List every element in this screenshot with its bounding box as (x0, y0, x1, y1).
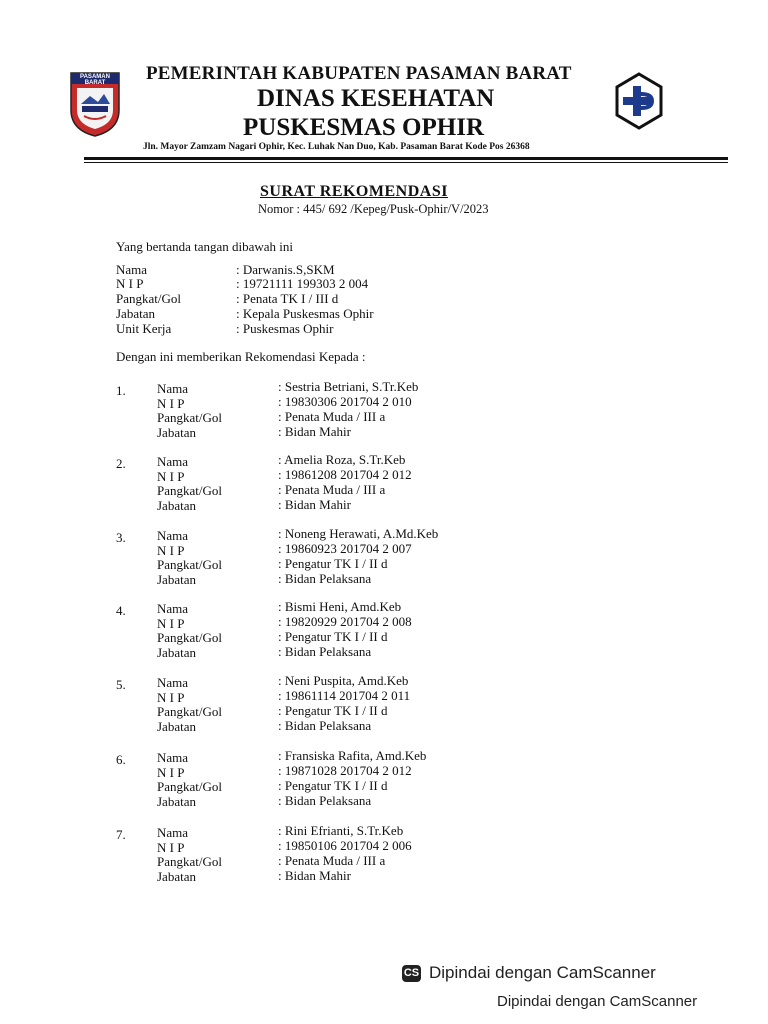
recipient-nip: : 19860923 201704 2 007 (278, 541, 412, 556)
header-rule-thin (84, 162, 728, 163)
department-heading: DINAS KESEHATAN (257, 85, 495, 112)
recipient-label-nama: Nama (157, 381, 189, 396)
recipient-nip: : 19861114 201704 2 011 (278, 688, 411, 703)
recipient-label-jabatan: Jabatan (157, 869, 196, 884)
signer-value-nip: : 19721111 199303 2 004 (236, 276, 369, 291)
recipient-label-jabatan: Jabatan (157, 794, 196, 809)
recipient-jabatan: : Bidan Pelaksana (278, 718, 372, 733)
recipient-nama: : Neni Puspita, Amd.Keb (278, 673, 409, 688)
recipient-label-nip: N I P (157, 396, 185, 411)
recipient-nama: : Noneng Herawati, A.Md.Keb (278, 526, 439, 541)
recipient-pangkat: : Pengatur TK I / II d (278, 629, 388, 644)
recipient-jabatan: : Bidan Pelaksana (278, 793, 372, 808)
signer-label-nama: Nama (116, 262, 148, 277)
recipient-jabatan: : Bidan Pelaksana (278, 571, 372, 586)
recipient-label-nip: N I P (157, 469, 185, 484)
recipient-nip: : 19871028 201704 2 012 (278, 763, 412, 778)
recipient-nip: : 19820929 201704 2 008 (278, 614, 412, 629)
government-heading: PEMERINTAH KABUPATEN PASAMAN BARAT (146, 63, 572, 84)
signer-label-unit: Unit Kerja (116, 321, 172, 336)
signer-value-unit: : Puskesmas Ophir (236, 321, 334, 336)
recipient-jabatan: : Bidan Mahir (278, 868, 351, 883)
signer-label-jabatan: Jabatan (116, 306, 155, 321)
recipient-label-pangkat: Pangkat/Gol (157, 854, 222, 869)
recipient-label-nama: Nama (157, 601, 189, 616)
recipient-nip: : 19850106 201704 2 006 (278, 838, 412, 853)
recipient-label-nip: N I P (157, 690, 185, 705)
recipient-nama: : Rini Efrianti, S.Tr.Keb (278, 823, 404, 838)
camscanner-caption: Dipindai dengan CamScanner (497, 993, 698, 1010)
recipient-nama: : Amelia Roza, S.Tr.Keb (278, 452, 406, 467)
recipient-nip: : 19861208 201704 2 012 (278, 467, 412, 482)
header-rule-thick (84, 157, 728, 160)
signer-label-nip: N I P (116, 276, 144, 291)
camscanner-watermark (402, 963, 656, 983)
recipient-nama: : Bismi Heni, Amd.Keb (278, 599, 402, 614)
puskesmas-heading: PUSKESMAS OPHIR (243, 114, 485, 141)
intro-text: Yang bertanda tangan dibawah ini (116, 239, 294, 254)
recipient-number: 4. (116, 603, 126, 618)
signer-label-pangkat: Pangkat/Gol (116, 291, 181, 306)
recipient-label-jabatan: Jabatan (157, 572, 196, 587)
recipient-number: 5. (116, 677, 126, 692)
signer-value-pangkat: : Penata TK I / III d (236, 291, 339, 306)
recipient-pangkat: : Penata Muda / III a (278, 853, 386, 868)
recipient-jabatan: : Bidan Mahir (278, 497, 351, 512)
camscanner-mark-text: Dipindai dengan CamScanner (429, 963, 656, 982)
recipient-pangkat: : Pengatur TK I / II d (278, 703, 388, 718)
recommend-text: Dengan ini memberikan Rekomendasi Kepada : (116, 349, 366, 364)
recipient-label-nip: N I P (157, 543, 185, 558)
recipient-label-pangkat: Pangkat/Gol (157, 410, 222, 425)
signer-value-nama: : Darwanis.S,SKM (236, 262, 335, 277)
regency-logo-text: PASAMAN BARAT (80, 74, 110, 86)
camscanner-icon: CS (402, 965, 421, 982)
recipient-number: 2. (116, 456, 126, 471)
recipient-jabatan: : Bidan Mahir (278, 424, 351, 439)
recipient-label-jabatan: Jabatan (157, 719, 196, 734)
letter-title: SURAT REKOMENDASI (260, 183, 448, 200)
recipient-label-nama: Nama (157, 825, 189, 840)
recipient-number: 1. (116, 383, 126, 398)
recipient-number: 6. (116, 752, 126, 767)
recipient-label-nip: N I P (157, 616, 185, 631)
recipient-pangkat: : Pengatur TK I / II d (278, 556, 388, 571)
recipient-label-pangkat: Pangkat/Gol (157, 704, 222, 719)
recipient-label-pangkat: Pangkat/Gol (157, 630, 222, 645)
signer-value-jabatan: : Kepala Puskesmas Ophir (236, 306, 374, 321)
letter-number: Nomor : 445/ 692 /Kepeg/Pusk-Ophir/V/2023 (258, 202, 489, 216)
recipient-nama: : Fransiska Rafita, Amd.Keb (278, 748, 427, 763)
address-line: Jln. Mayor Zamzam Nagari Ophir, Kec. Luhak Nan Duo, Kab. Pasaman Barat Kode Pos 26368 (143, 142, 530, 152)
recipient-number: 7. (116, 827, 126, 842)
recipient-pangkat: : Penata Muda / III a (278, 409, 386, 424)
recipient-pangkat: : Penata Muda / III a (278, 482, 386, 497)
recipient-label-jabatan: Jabatan (157, 645, 196, 660)
recipient-label-nama: Nama (157, 454, 189, 469)
recipient-jabatan: : Bidan Pelaksana (278, 644, 372, 659)
recipient-label-nip: N I P (157, 765, 185, 780)
recipient-label-pangkat: Pangkat/Gol (157, 557, 222, 572)
recipient-label-jabatan: Jabatan (157, 498, 196, 513)
recipient-label-jabatan: Jabatan (157, 425, 196, 440)
recipient-nama: : Sestria Betriani, S.Tr.Keb (278, 379, 419, 394)
recipient-nip: : 19830306 201704 2 010 (278, 394, 412, 409)
recipient-label-nama: Nama (157, 750, 189, 765)
recipient-label-nama: Nama (157, 675, 189, 690)
recipient-label-nip: N I P (157, 840, 185, 855)
puskesmas-logo (614, 72, 664, 130)
regency-logo (68, 70, 122, 138)
recipient-label-pangkat: Pangkat/Gol (157, 779, 222, 794)
recipient-number: 3. (116, 530, 126, 545)
recipient-pangkat: : Pengatur TK I / II d (278, 778, 388, 793)
recipient-label-pangkat: Pangkat/Gol (157, 483, 222, 498)
recipient-label-nama: Nama (157, 528, 189, 543)
